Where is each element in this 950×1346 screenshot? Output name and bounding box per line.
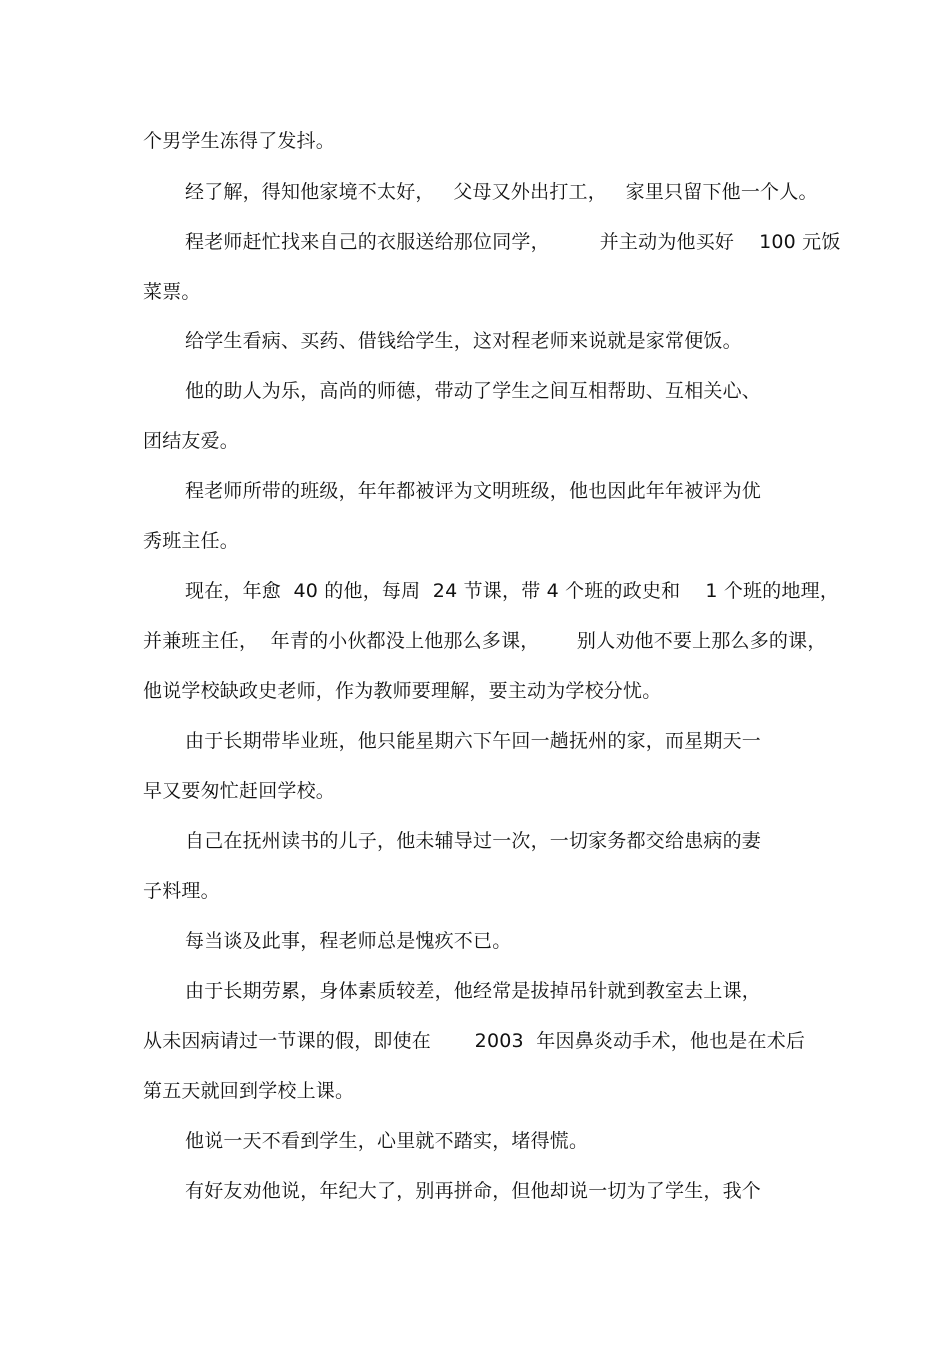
text-line: 程老师赶忙找来自己的衣服送给那位同学， 并主动为他买好 100 元饭 bbox=[185, 231, 841, 253]
text-line: 有好友劝他说，年纪大了，别再拼命，但他却说一切为了学生，我个 bbox=[185, 1180, 762, 1202]
text-line: 给学生看病、买药、借钱给学生，这对程老师来说就是家常便饭。 bbox=[185, 330, 742, 352]
text-line: 现在，年愈 40 的他，每周 24 节课，带 4 个班的政史和 1 个班的地理， bbox=[185, 580, 840, 602]
text-line: 第五天就回到学校上课。 bbox=[143, 1080, 355, 1102]
text-line: 早又要匆忙赶回学校。 bbox=[143, 780, 336, 802]
text-line: 他的助人为乐，高尚的师德，带动了学生之间互相帮助、互相关心、 bbox=[185, 380, 762, 402]
text-line: 由于长期带毕业班，他只能星期六下午回一趟抚州的家，而星期天一 bbox=[185, 730, 762, 752]
text-line: 程老师所带的班级，年年都被评为文明班级，他也因此年年被评为优 bbox=[185, 480, 762, 502]
text-line: 每当谈及此事，程老师总是愧疚不已。 bbox=[185, 930, 512, 952]
text-line: 菜票。 bbox=[143, 281, 201, 303]
text-line: 个男学生冻得了发抖。 bbox=[143, 130, 336, 152]
text-line: 团结友爱。 bbox=[143, 430, 240, 452]
text-line: 从未因病请过一节课的假，即使在 2003 年因鼻炎动手术，他也是在术后 bbox=[143, 1030, 806, 1052]
text-line: 并兼班主任， 年青的小伙都没上他那么多课， 别人劝他不要上那么多的课， bbox=[143, 630, 827, 652]
text-line: 秀班主任。 bbox=[143, 530, 240, 552]
text-line: 他说一天不看到学生，心里就不踏实，堵得慌。 bbox=[185, 1130, 589, 1152]
text-line: 自己在抚州读书的儿子，他未辅导过一次，一切家务都交给患病的妻 bbox=[185, 830, 762, 852]
text-line: 由于长期劳累，身体素质较差，他经常是拔掉吊针就到教室去上课， bbox=[185, 980, 762, 1002]
text-line: 子料理。 bbox=[143, 880, 220, 902]
text-line: 经了解，得知他家境不太好， 父母又外出打工， 家里只留下他一个人。 bbox=[185, 181, 818, 203]
text-line: 他说学校缺政史老师，作为教师要理解，要主动为学校分忧。 bbox=[143, 680, 662, 702]
